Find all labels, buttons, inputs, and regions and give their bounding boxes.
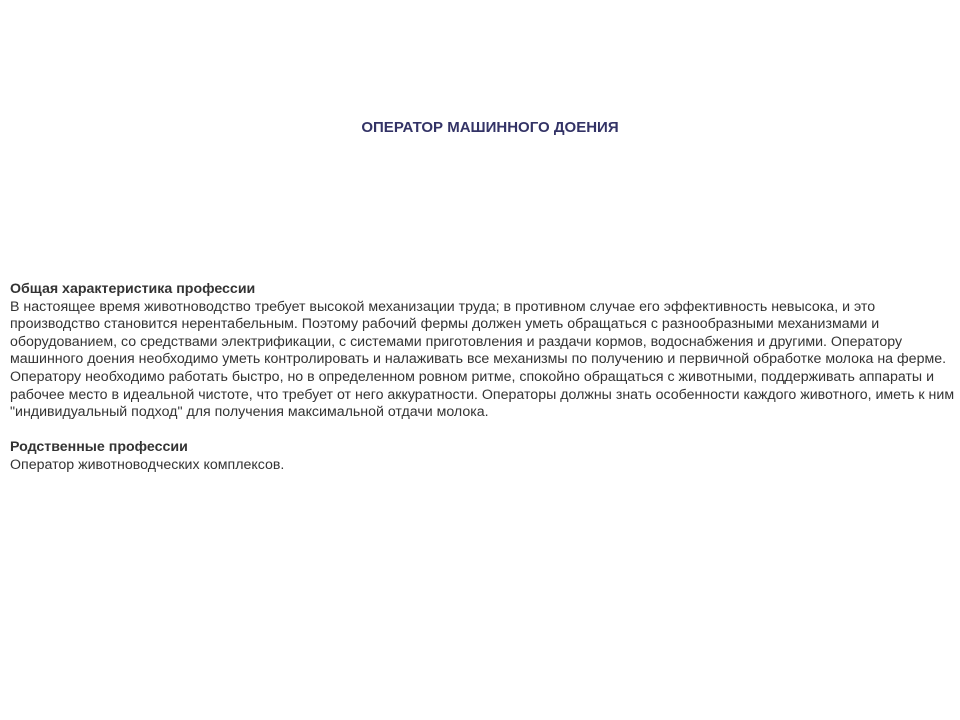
- paragraph-mechanization: В настоящее время животноводство требует высокой механизации труда; в противном случае его эффективность невысока, и это производство становится нерентабельным. Поэтому рабочий фермы должен уметь обращаться с разнообразными механизмами и оборудованием, со средствами электрификации, с системами приготовления и раздачи кормов, водоснабжения и другими. Оператору машинного доения необходимо уметь контролировать и налаживать все механизмы по получению и первичной обработке молока на ферме.: [10, 298, 947, 368]
- section-spacer: [10, 422, 955, 440]
- page-title: ОПЕРАТОР МАШИННОГО ДОЕНИЯ: [361, 119, 619, 136]
- section-heading-related: Родственные профессии: [10, 439, 188, 456]
- section-heading-general: Общая характеристика профессии: [10, 281, 256, 297]
- paragraph-related-professions: Оператор животноводческих комплексов.: [10, 456, 285, 473]
- document-body: [10, 281, 955, 475]
- paragraph-work-rhythm: Оператору необходимо работать быстро, но в определенном ровном ритме, спокойно обращаться с животными, поддерживать аппараты и рабочее место в идеальной чистоте, что требует от него аккуратности. Операторы должны знать особенности каждого животного, иметь к ним "индивидуальный подход" для получения максимальной отдачи молока.: [10, 368, 955, 421]
